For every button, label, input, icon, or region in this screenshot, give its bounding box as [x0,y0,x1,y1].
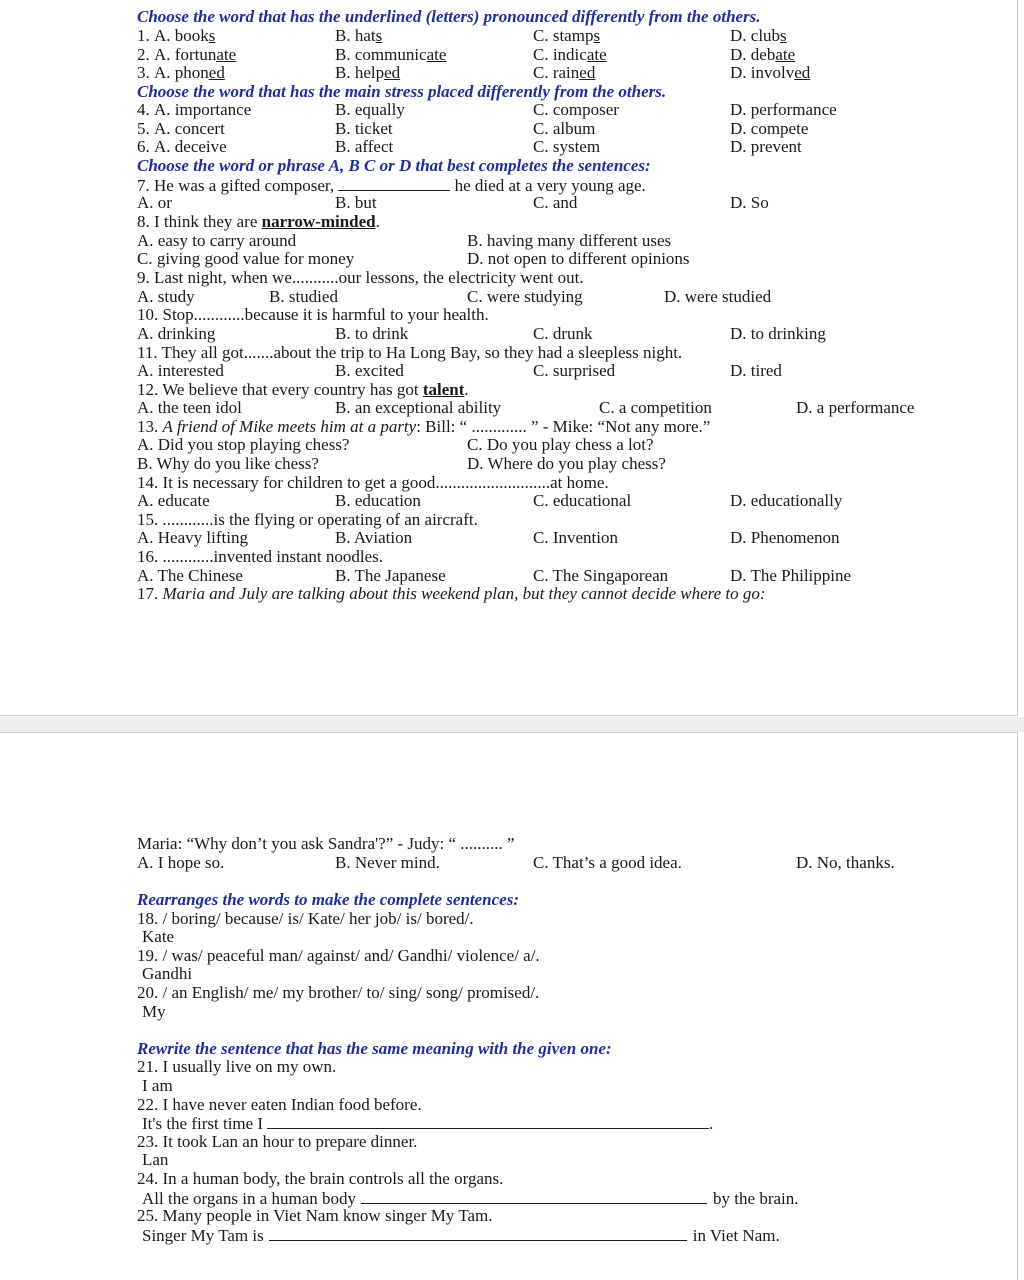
option-d: D. No, thanks. [796,853,895,872]
option-b: B. having many different uses [467,231,672,250]
question-9: 9. Last night, when we...........our lessons, the electricity went out. [137,268,584,287]
question-18: 18. / boring/ because/ is/ Kate/ her job/ is/ bored/. [137,909,474,928]
question-21-start: I am [142,1076,173,1095]
answer-blank [269,1225,687,1241]
question-17-dialogue: Maria: “Why don’t you ask Sandra'?” - Judy: “ .......... ” [137,834,515,853]
underlined-letters: s [375,26,383,45]
underlined-letters: ate [426,45,447,64]
question-11: 11. They all got.......about the trip to Ha Long Bay, so they had a sleepless night. [137,343,683,362]
option-c: C. stamps [533,26,601,45]
option-d: D. Phenomenon [730,528,840,547]
underlined-letters: ed [384,63,401,82]
option-b: B. Aviation [335,528,413,547]
section4-heading: Rearranges the words to make the complete sentences: [137,890,520,909]
option-c: C. rained [533,63,596,82]
option-d: D. So [730,193,769,212]
option-d: D. involved [730,63,811,82]
option-a: A. Did you stop playing chess? [137,435,350,454]
option-c: C. system [533,137,601,156]
underlined-letters: s [780,26,787,45]
question-24: 24. In a human body, the brain controls all the organs. [137,1169,504,1188]
key-phrase: narrow-minded [261,212,376,231]
underlined-letters: ate [586,45,607,64]
question-19: 19. / was/ peaceful man/ against/ and/ Gandhi/ violence/ a/. [137,946,540,965]
question-15: 15. ............is the flying or operating of an aircraft. [137,510,478,529]
option-d: D. prevent [730,137,802,156]
question-13: 13. A friend of Mike meets him at a party: Bill: “ ............. ” - Mike: “Not any more.” [137,417,711,436]
underlined-letters: ed [208,63,225,82]
question-number: 4. [137,100,150,119]
question-24-answer-line: All the organs in a human body by the brain. [142,1189,799,1208]
underlined-letters: ate [775,45,796,64]
question-23: 23. It took Lan an hour to prepare dinner. [137,1132,418,1151]
option-b: B. affect [335,137,394,156]
option-a: A. concert [154,119,225,138]
option-b: B. to drink [335,324,409,343]
option-b: B. communicate [335,45,447,64]
question-number: 5. [137,119,150,138]
option-b: B. The Japanese [335,566,446,585]
situation-text: Maria and July are talking about this weekend plan, but they cannot decide where to go: [162,584,766,603]
option-a: A. books [154,26,216,45]
option-a: A. Heavy lifting [137,528,248,547]
question-23-start: Lan [142,1150,169,1169]
option-c: C. indicate [533,45,607,64]
question-8: 8. I think they are narrow-minded. [137,212,380,231]
answer-blank [338,175,450,191]
underlined-letters: ed [794,63,811,82]
option-d: D. educationally [730,491,843,510]
question-number: 2. [137,45,150,64]
option-c: C. composer [533,100,619,119]
option-d: D. clubs [730,26,787,45]
option-a: A. deceive [154,137,227,156]
option-d: D. to drinking [730,324,826,343]
question-20: 20. / an English/ me/ my brother/ to/ sing/ song/ promised/. [137,983,540,1002]
question-number: 3. [137,63,150,82]
underlined-letters: ate [216,45,237,64]
option-d: D. compete [730,119,809,138]
option-d: D. The Philippine [730,566,852,585]
option-a: A. study [137,287,195,306]
question-number: 1. [137,26,150,45]
question-16: 16. ............invented instant noodles. [137,547,384,566]
option-d: D. were studied [664,287,772,306]
underlined-letters: s [208,26,216,45]
underlined-letters: s [593,26,601,45]
option-d: D. debate [730,45,796,64]
option-b: B. an exceptional ability [335,398,502,417]
option-a: A. educate [137,491,210,510]
key-word: talent [422,380,465,399]
underlined-letters: ed [579,63,596,82]
option-b: B. helped [335,63,401,82]
question-10: 10. Stop............because it is harmful to your health. [137,305,489,324]
option-c: C. Do you play chess a lot? [467,435,654,454]
question-18-start: Kate [142,927,175,946]
option-a: A. interested [137,361,224,380]
option-d: D. Where do you play chess? [467,454,666,473]
option-c: C. surprised [533,361,616,380]
option-b: B. but [335,193,377,212]
option-d: D. tired [730,361,782,380]
question-22: 22. I have never eaten Indian food before. [137,1095,422,1114]
option-a: A. the teen idol [137,398,242,417]
option-b: B. Never mind. [335,853,440,872]
option-b: B. excited [335,361,404,380]
page-break [0,717,1024,732]
option-a: A. easy to carry around [137,231,297,250]
section2-heading: Choose the word that has the main stress placed differently from the others. [137,82,667,101]
option-c: C. album [533,119,596,138]
question-17: 17. Maria and July are talking about this weekend plan, but they cannot decide where to go: [137,584,766,603]
option-b: B. equally [335,100,405,119]
section3-heading: Choose the word or phrase A, B C or D that best completes the sentences: [137,156,651,175]
question-19-start: Gandhi [142,964,193,983]
option-c: C. The Singaporean [533,566,669,585]
option-a: A. importance [154,100,252,119]
option-c: C. educational [533,491,632,510]
option-d: D. a performance [796,398,915,417]
option-a: A. fortunate [154,45,237,64]
question-25-answer-line: Singer My Tam is in Viet Nam. [142,1226,780,1245]
option-a: A. The Chinese [137,566,243,585]
answer-blank [361,1188,707,1204]
option-b: B. studied [269,287,338,306]
option-d: D. performance [730,100,837,119]
option-a: A. or [137,193,172,212]
option-c: C. giving good value for money [137,249,355,268]
section1-heading: Choose the word that has the underlined (letters) pronounced differently from the others. [137,7,761,26]
question-25: 25. Many people in Viet Nam know singer My Tam. [137,1206,493,1225]
option-a: A. phoned [154,63,225,82]
document-page-2 [0,732,1018,1280]
question-20-start: My [142,1002,166,1021]
option-c: C. drunk [533,324,593,343]
option-a: A. I hope so. [137,853,225,872]
option-b: B. ticket [335,119,393,138]
section5-heading: Rewrite the sentence that has the same meaning with the given one: [137,1039,612,1058]
situation-text: A friend of Mike meets him at a party [162,417,417,436]
option-c: C. were studying [467,287,583,306]
option-c: C. a competition [599,398,712,417]
option-b: B. Why do you like chess? [137,454,319,473]
question-21: 21. I usually live on my own. [137,1057,337,1076]
option-a: A. drinking [137,324,216,343]
question-14: 14. It is necessary for children to get a good...........................at home. [137,473,609,492]
answer-blank [267,1113,709,1129]
option-c: C. and [533,193,578,212]
option-b: B. education [335,491,421,510]
option-d: D. not open to different opinions [467,249,690,268]
question-number: 6. [137,137,150,156]
option-c: C. Invention [533,528,618,547]
question-22-answer-line: It's the first time I . [142,1114,714,1133]
option-b: B. hats [335,26,383,45]
question-7: 7. He was a gifted composer, he died at a very young age. [137,176,646,195]
question-12: 12. We believe that every country has got talent. [137,380,469,399]
option-c: C. That’s a good idea. [533,853,682,872]
